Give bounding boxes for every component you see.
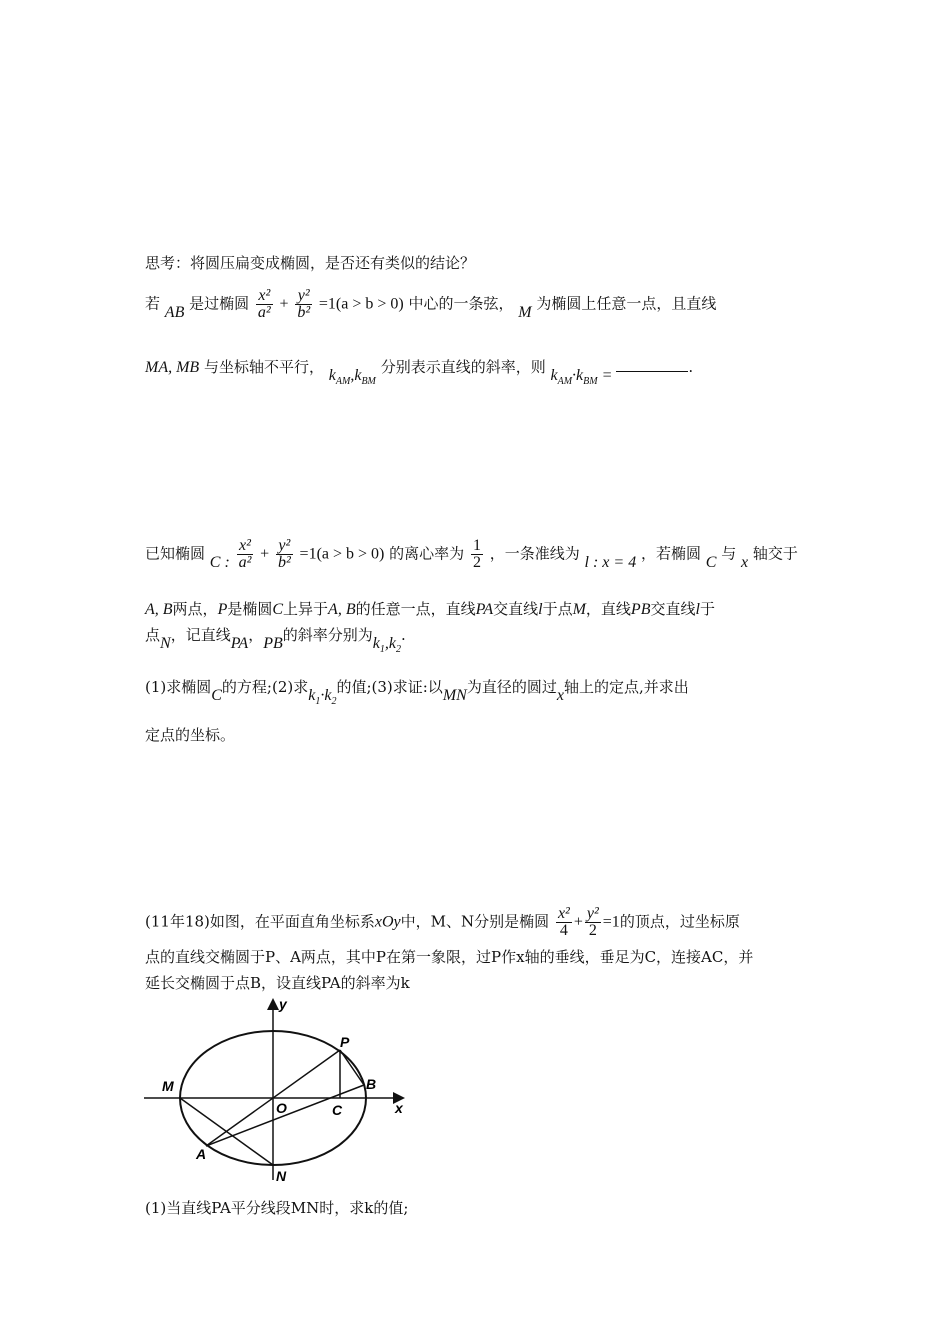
label-p: P <box>340 1034 350 1050</box>
fraction-y2-b2: $\frac{\text{y²}}{\text{b²}}$ <box>297 287 311 321</box>
problem2-line1: 已知椭圆 C : $\frac{\text{x²}}{\text{a²}}$ + $\frac{\text{y²}}{\text{b²}}$ =1(a > b > 0) 的离心率为 $\frac{1}{2}$ ，一条准线为 l : x = 4 ，若椭圆 C 与 x 轴交于 <box>145 537 798 571</box>
lines-ma-mb: MA, MB <box>145 359 200 376</box>
fraction-x2-a2: $\frac{\text{x²}}{\text{a²}}$ <box>257 287 271 321</box>
problem2-line3: 点N，记直线PA，PB的斜率分别为$k_1,k_2$. <box>145 626 406 656</box>
product-kam-kbm: $k_{AM}\cdot k_{BM}$ = <box>550 367 613 388</box>
slopes-k1-k2: $k_1,k_2$ <box>372 635 401 656</box>
problem3-question1: (1)当直线PA平分线段MN时，求k的值; <box>145 1199 409 1217</box>
problem2-line2: A, B两点，P是椭圆C上异于A, B的任意一点，直线PA交直线l于点M，直线PB交直线l于 <box>145 600 715 618</box>
problem3-line1: (11年18)如图，在平面直角坐标系xOy中，M、N分别是椭圆 $\frac{\text{x²}}{4}$ + $\frac{\text{y²}}{2}$ =1的顶点，过坐标原 <box>145 905 740 939</box>
line-p-b <box>340 1050 364 1085</box>
point-m: M <box>518 303 532 321</box>
directrix: l : x = 4 <box>584 553 637 571</box>
slope-kam: $k_{AM}$ <box>328 367 351 388</box>
product-k1-k2: $k_1\cdot k_2$ <box>308 687 337 708</box>
label-c: C <box>332 1102 343 1118</box>
ellipse-equation-rest: =1(a > b > 0) <box>318 295 404 313</box>
fraction-y2-2: $\frac{\text{y²}}{2}$ <box>586 905 599 939</box>
eccentricity-fraction: $\frac{1}{2}$ <box>472 537 481 571</box>
slope-kbm: $k_{BM}$ <box>354 367 376 388</box>
problem1-line1: 若 AB 是过椭圆 $\frac{\text{x²}}{\text{a²}}$ + $\frac{\text{y²}}{\text{b²}}$ =1(a > b > 0) 中心的一条弦， M 为椭圆上任意一点，且直线 <box>145 287 717 321</box>
problem2-questions: (1)求椭圆C的方程;(2)求$k_1\cdot k_2$的值;(3)求证:以MN为直径的圆过x轴上的定点,并求出 <box>145 678 689 708</box>
label-y: y <box>279 996 287 1012</box>
label-n: N <box>276 1168 287 1184</box>
label-x: x <box>395 1100 403 1116</box>
thinking-prompt: 思考：将圆压扁变成椭圆，是否还有类似的结论？ <box>145 254 476 272</box>
fraction-x2-a2: $\frac{\text{x²}}{\text{a²}}$ <box>238 537 252 571</box>
label-o: O <box>276 1100 287 1116</box>
label-b: B <box>366 1076 377 1092</box>
problem3-line3: 延长交椭圆于点B，设直线PA的斜率为k <box>145 974 410 992</box>
problem3-line2: 点的直线交椭圆于P、A两点，其中P在第一象限，过P作x轴的垂线，垂足为C，连接AC，并 <box>145 948 754 966</box>
answer-blank <box>616 361 688 372</box>
chord-ab: AB <box>164 303 185 321</box>
fraction-y2-b2: $\frac{\text{y²}}{\text{b²}}$ <box>277 537 291 571</box>
problem2-questions-cont: 定点的坐标。 <box>145 726 236 744</box>
problem1-line2: MA, MB 与坐标轴不平行， $k_{AM},k_{BM}$ 分别表示直线的斜率，则 $k_{AM}\cdot k_{BM}$ = . <box>145 358 694 388</box>
label-m: M <box>162 1078 174 1094</box>
ellipse-figure <box>140 995 420 1195</box>
fraction-x2-4: $\frac{\text{x²}}{4}$ <box>557 905 570 939</box>
label-a: A <box>196 1146 207 1162</box>
